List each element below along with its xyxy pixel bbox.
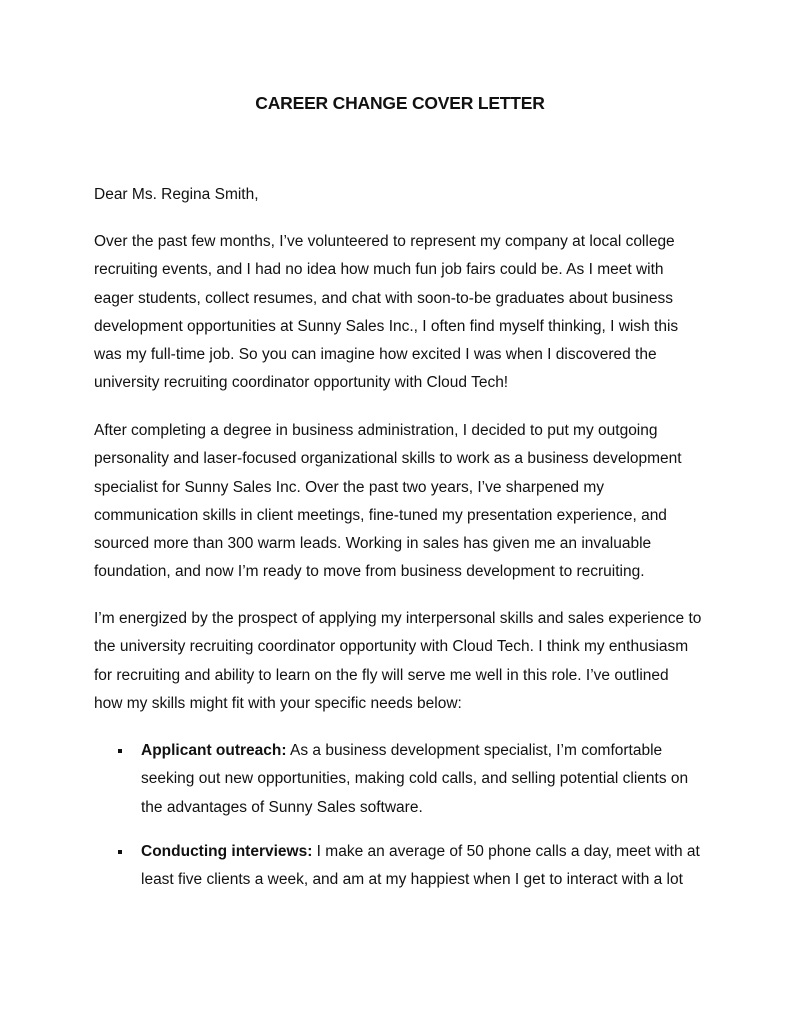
paragraph-line: I’m energized by the prospect of applying my interpersonal skills and sales experience to	[94, 610, 702, 627]
paragraph-2	[94, 417, 710, 587]
bullet-first-line	[141, 737, 711, 765]
paragraph-1	[94, 228, 710, 398]
paragraph-line: specialist for Sunny Sales Inc. Over the past two years, I’ve sharpened my	[94, 478, 605, 496]
bullet-heading: Conducting interviews:	[141, 843, 313, 860]
paragraph-line: communication skills in client meetings, fine-tuned my presentation experience, and	[94, 506, 667, 524]
bullet-text: As a business development specialist, I’m comfortable	[286, 742, 663, 759]
paragraph-line: recruiting events, and I had no idea how much fun job fairs could be. As I meet with	[94, 261, 664, 279]
bullet-item-conducting-interviews	[141, 838, 711, 895]
paragraph-line: Over the past few months, I’ve volunteered to represent my company at local college	[94, 233, 675, 250]
square-bullet-icon	[118, 749, 122, 753]
paragraph-line: sourced more than 300 warm leads. Working in sales has given me an invaluable	[94, 535, 652, 553]
bullet-line: seeking out new opportunities, making cold calls, and selling potential clients on	[141, 770, 689, 788]
bullet-line: least five clients a week, and am at my happiest when I get to interact with a lot	[141, 871, 683, 889]
paragraph-3	[94, 605, 710, 718]
paragraph-line: was my full-time job. So you can imagine how excited I was when I discovered the	[94, 346, 657, 364]
paragraph-line: for recruiting and ability to learn on the fly will serve me well in this role. I’ve outlined	[94, 666, 669, 684]
salutation: Dear Ms. Regina Smith,	[94, 186, 259, 203]
bullet-line: the advantages of Sunny Sales software.	[141, 798, 423, 816]
paragraph-line: development opportunities at Sunny Sales Inc., I often find myself thinking, I wish this	[94, 317, 679, 335]
bullet-text: I make an average of 50 phone calls a day, meet with at	[312, 843, 700, 860]
paragraph-line: university recruiting coordinator opportunity with Cloud Tech!	[94, 374, 509, 392]
bullet-item-applicant-outreach	[141, 737, 711, 822]
document-title: CAREER CHANGE COVER LETTER	[255, 93, 545, 113]
square-bullet-icon	[118, 850, 122, 854]
bullet-first-line	[141, 838, 711, 866]
paragraph-line: After completing a degree in business administration, I decided to put my outgoing	[94, 422, 658, 439]
paragraph-line: personality and laser-focused organizational skills to work as a business development	[94, 450, 682, 468]
paragraph-line: how my skills might fit with your specific needs below:	[94, 694, 462, 712]
paragraph-line: eager students, collect resumes, and chat with soon-to-be graduates about business	[94, 289, 674, 307]
bullet-heading: Applicant outreach:	[141, 742, 287, 759]
paragraph-line: foundation, and now I’m ready to move from business development to recruiting.	[94, 563, 645, 581]
paragraph-line: the university recruiting coordinator opportunity with Cloud Tech. I think my enthusiasm	[94, 638, 689, 656]
